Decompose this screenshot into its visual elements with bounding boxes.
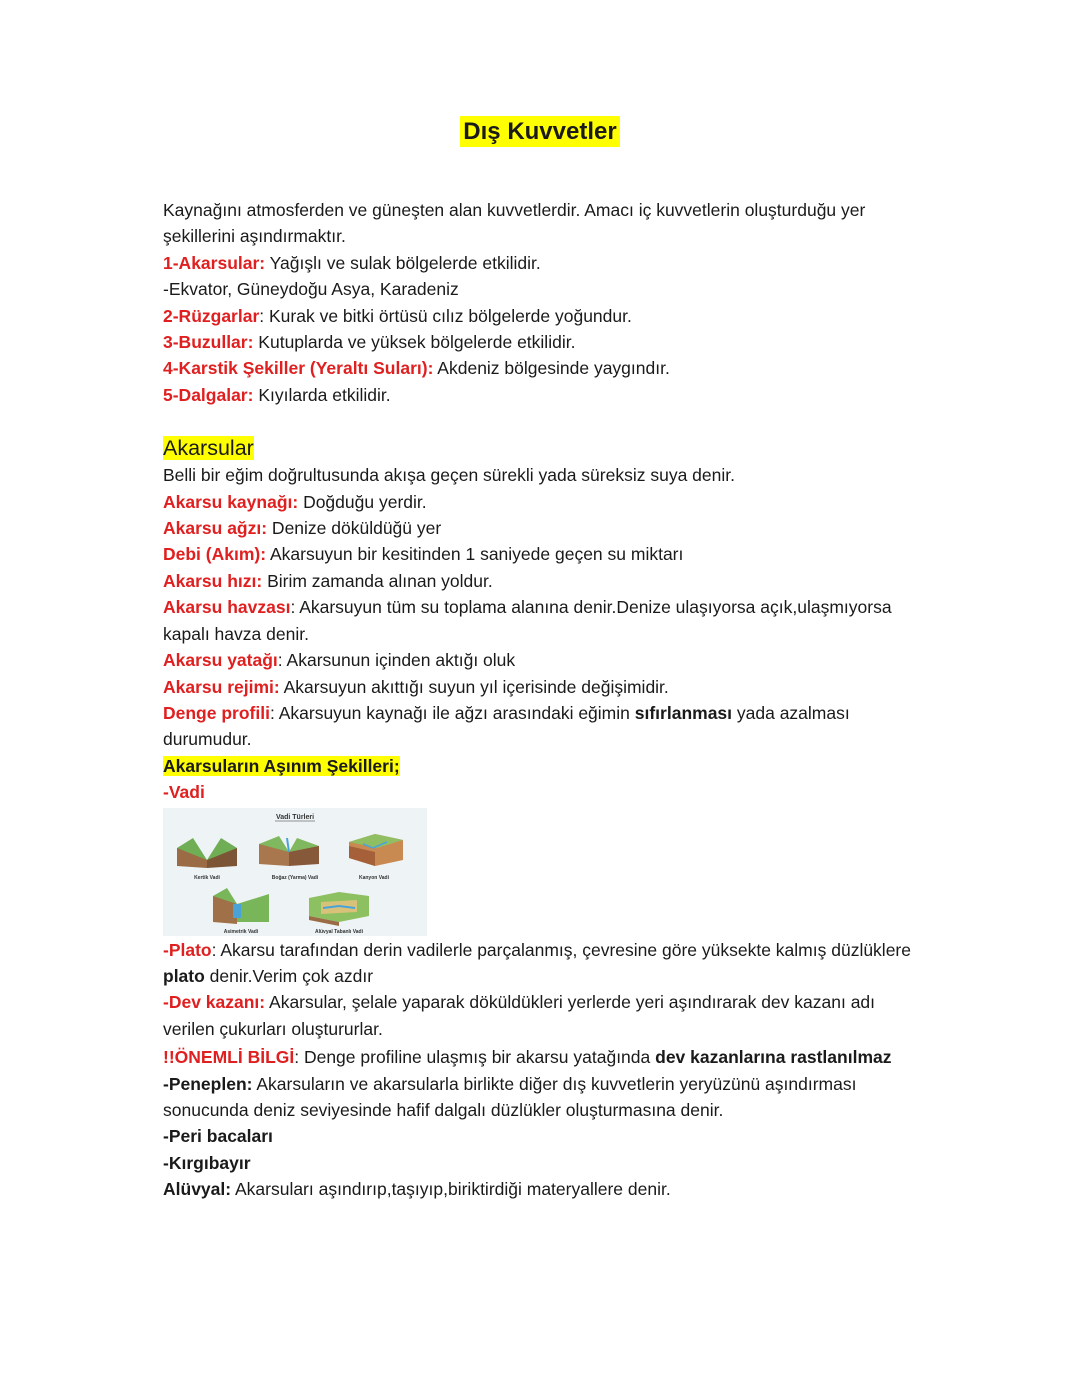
figure-label: Boğaz (Yarma) Vadi <box>271 874 319 881</box>
page-title-text: Dış Kuvvetler <box>460 116 619 147</box>
term-row: Akarsu rejimi: Akarsuyun akıttığı suyun yıl içerisinde değişimidir. <box>163 676 669 697</box>
dev-kazani-row: -Dev kazanı: Akarsular, şelale yaparak döküldükleri yerlerde yeri aşındırarak dev kazanı adı verilen çukurları oluştururlar. <box>163 992 876 1039</box>
plato-row: -Plato: Akarsu tarafından derin vadilerle parçalanmış, çevresine göre yüksekte kalmış düzlüklere plato denir.Verim çok azdır <box>163 939 911 986</box>
intro-paragraph: Kaynağını atmosferden ve güneşten alan kuvvetlerdir. Amacı iç kuvvetlerin oluşturduğu yer şekillerini aşındırmaktır. <box>163 200 866 247</box>
peneplen-row: -Peneplen: Akarsuların ve akarsularla birlikte diğer dış kuvvetlerin yeryüzünü aşındırması sonucunda deniz seviyesinde hafif dalgalı düzlükler oluşturmasına denir. <box>163 1073 857 1120</box>
intro-item: -Ekvator, Güneydoğu Asya, Karadeniz <box>163 279 459 300</box>
akarsu-definition: Belli bir eğim doğrultusunda akışa geçen sürekli yada süreksiz suya denir. <box>163 465 735 486</box>
onemli-bilgi-row: !!ÖNEMLİ BİLGİ: Denge profiline ulaşmış bir akarsu yatağında dev kazanlarına rastlanılmaz <box>163 1047 892 1068</box>
aluvyal-row: Alüvyal: Akarsuları aşındırıp,taşıyıp,biriktirdiği materyallere denir. <box>163 1179 671 1200</box>
peri-bacalari-row: -Peri bacaları <box>163 1126 273 1147</box>
figure-label: Kanyon Vadi <box>358 874 390 881</box>
figure-label: Asimetrik Vadi <box>223 928 259 935</box>
erosion-heading: Akarsuların Aşınım Şekilleri; <box>163 755 400 776</box>
intro-item: 3-Buzullar: Kutuplarda ve yüksek bölgelerde etkilidir. <box>163 332 576 353</box>
vadi-turleri-figure <box>163 808 427 936</box>
intro-item: 2-Rüzgarlar: Kurak ve bitki örtüsü cılız bölgelerde yoğundur. <box>163 305 632 326</box>
document-body <box>163 197 923 1203</box>
figure-label: Kertik Vadi <box>194 874 220 881</box>
figure-label: Alüvyal Tabanlı Vadi <box>315 928 363 935</box>
kirgibayir-row: -Kırgıbayır <box>163 1152 251 1173</box>
vadi-label: -Vadi <box>163 782 205 803</box>
term-row: Akarsu yatağı: Akarsunun içinden aktığı oluk <box>163 650 516 671</box>
term-row: Akarsu ağzı: Denize döküldüğü yer <box>163 518 442 539</box>
exclamation-icon: !! <box>163 1047 175 1068</box>
term-row: Debi (Akım): Akarsuyun bir kesitinden 1 saniyede geçen su miktarı <box>163 544 684 565</box>
page-title <box>0 118 1080 146</box>
term-row: Akarsu hızı: Birim zamanda alınan yoldur. <box>163 570 493 591</box>
term-row: Akarsu havzası: Akarsuyun tüm su toplama alanına denir.Denize ulaşıyorsa açık,ulaşmıyorsa kapalı havza denir. <box>163 597 892 644</box>
intro-item: 5-Dalgalar: Kıyılarda etkilidir. <box>163 384 391 405</box>
intro-item: 4-Karstik Şekiller (Yeraltı Suları): Akdeniz bölgesinde yaygındır. <box>163 358 670 379</box>
section-heading-akarsular: Akarsular <box>163 436 254 461</box>
term-row-denge: Denge profili: Akarsuyun kaynağı ile ağzı arasındaki eğimin sıfırlanması yada azalması durumudur. <box>163 702 850 750</box>
term-row: Akarsu kaynağı: Doğduğu yerdir. <box>163 491 427 512</box>
figure-title: Vadi Türleri <box>275 813 315 821</box>
intro-item: 1-Akarsular: Yağışlı ve sulak bölgelerde etkilidir. <box>163 252 541 273</box>
